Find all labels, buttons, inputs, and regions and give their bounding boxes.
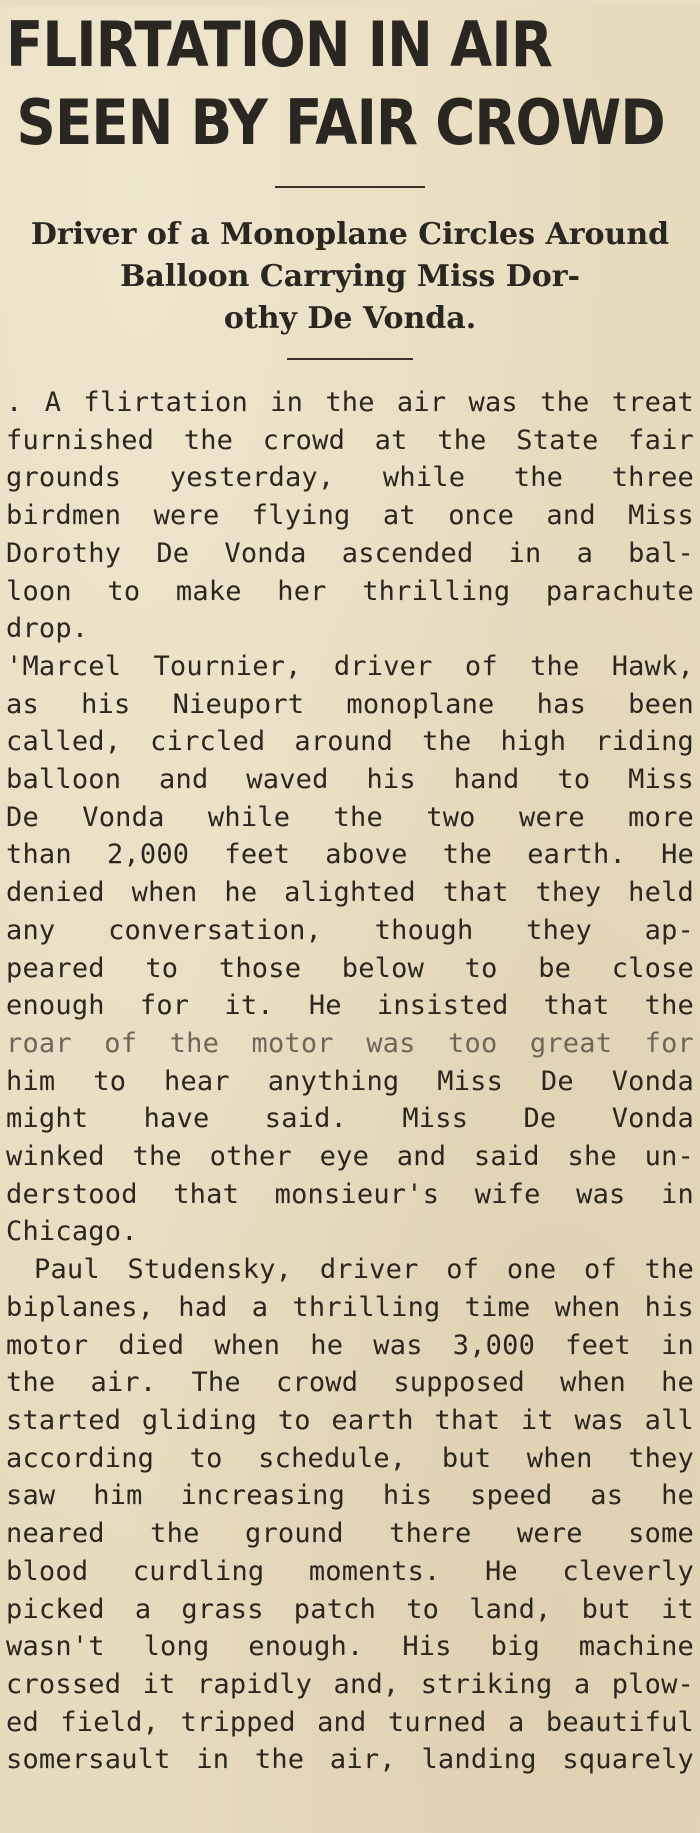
headline-line-1: FLIRTATION IN AIR: [6, 8, 552, 81]
body-line: picked a grass patch to land, but it: [6, 1593, 694, 1625]
body-line: might have said. Miss De Vonda: [6, 1103, 694, 1135]
body-line: roar of the motor was too great for: [6, 1027, 694, 1059]
body-line: saw him increasing his speed as he: [6, 1480, 694, 1512]
body-line: motor died when he was 3,000 feet in: [6, 1329, 694, 1361]
body-line: as his Nieuport monoplane has been: [6, 688, 694, 720]
body-line: the air. The crowd supposed when he: [6, 1367, 694, 1399]
body-line: Dorothy De Vonda ascended in a bal-: [6, 537, 694, 569]
body-line: enough for it. He insisted that the: [6, 990, 694, 1022]
body-line: than 2,000 feet above the earth. He: [6, 839, 694, 871]
body-line: any conversation, though they ap-: [6, 914, 694, 946]
body-line: birdmen were flying at once and Miss: [6, 500, 694, 532]
body-line: denied when he alighted that they held: [6, 877, 694, 909]
subheadline: [6, 214, 694, 340]
body-line: ed field, tripped and turned a beautiful: [6, 1706, 694, 1738]
body-line: . A flirtation in the air was the treat: [6, 387, 694, 418]
headline: [6, 6, 665, 162]
body-line: blood curdling moments. He cleverly: [6, 1555, 694, 1587]
body-line: crossed it rapidly and, striking a plow-: [6, 1668, 694, 1700]
body-line: grounds yesterday, while the three: [6, 462, 694, 494]
body-line: loon to make her thrilling parachute: [6, 575, 694, 607]
body-line: biplanes, had a thrilling time when his: [6, 1291, 694, 1323]
body-line: wasn't long enough. His big machine: [6, 1631, 694, 1663]
body-line: started gliding to earth that it was all: [6, 1404, 694, 1436]
article-body: [6, 384, 694, 1779]
body-line: winked the other eye and said she un-: [6, 1141, 694, 1173]
divider-rule-top: [275, 186, 425, 188]
body-line: Chicago.: [6, 1216, 138, 1248]
body-line: according to schedule, but when they: [6, 1442, 694, 1474]
subheadline-line-2: Balloon Carrying Miss Dor-: [120, 259, 580, 294]
headline-line-2: SEEN BY FAIR CROWD: [16, 86, 665, 159]
body-line: peared to those below to be close: [6, 952, 694, 984]
body-line: called, circled around the high riding: [6, 726, 694, 758]
body-line: derstood that monsieur's wife was in: [6, 1178, 694, 1210]
body-line: furnished the crowd at the State fair: [6, 424, 694, 456]
body-line: somersault in the air, landing squarely: [6, 1744, 694, 1776]
body-line: Paul Studensky, driver of one of the: [34, 1254, 694, 1286]
body-line: De Vonda while the two were more: [6, 801, 694, 833]
body-line: neared the ground there were some: [6, 1518, 694, 1550]
subheadline-line-3: othy De Vonda.: [223, 301, 477, 336]
subheadline-line-1: Driver of a Monoplane Circles Around: [30, 217, 670, 252]
newspaper-clipping: [0, 6, 700, 1833]
body-line: drop.: [6, 613, 89, 645]
body-line: balloon and waved his hand to Miss: [6, 764, 694, 796]
divider-rule-bottom: [287, 358, 413, 360]
body-line: 'Marcel Tournier, driver of the Hawk,: [6, 650, 694, 682]
body-line: him to hear anything Miss De Vonda: [6, 1065, 694, 1097]
